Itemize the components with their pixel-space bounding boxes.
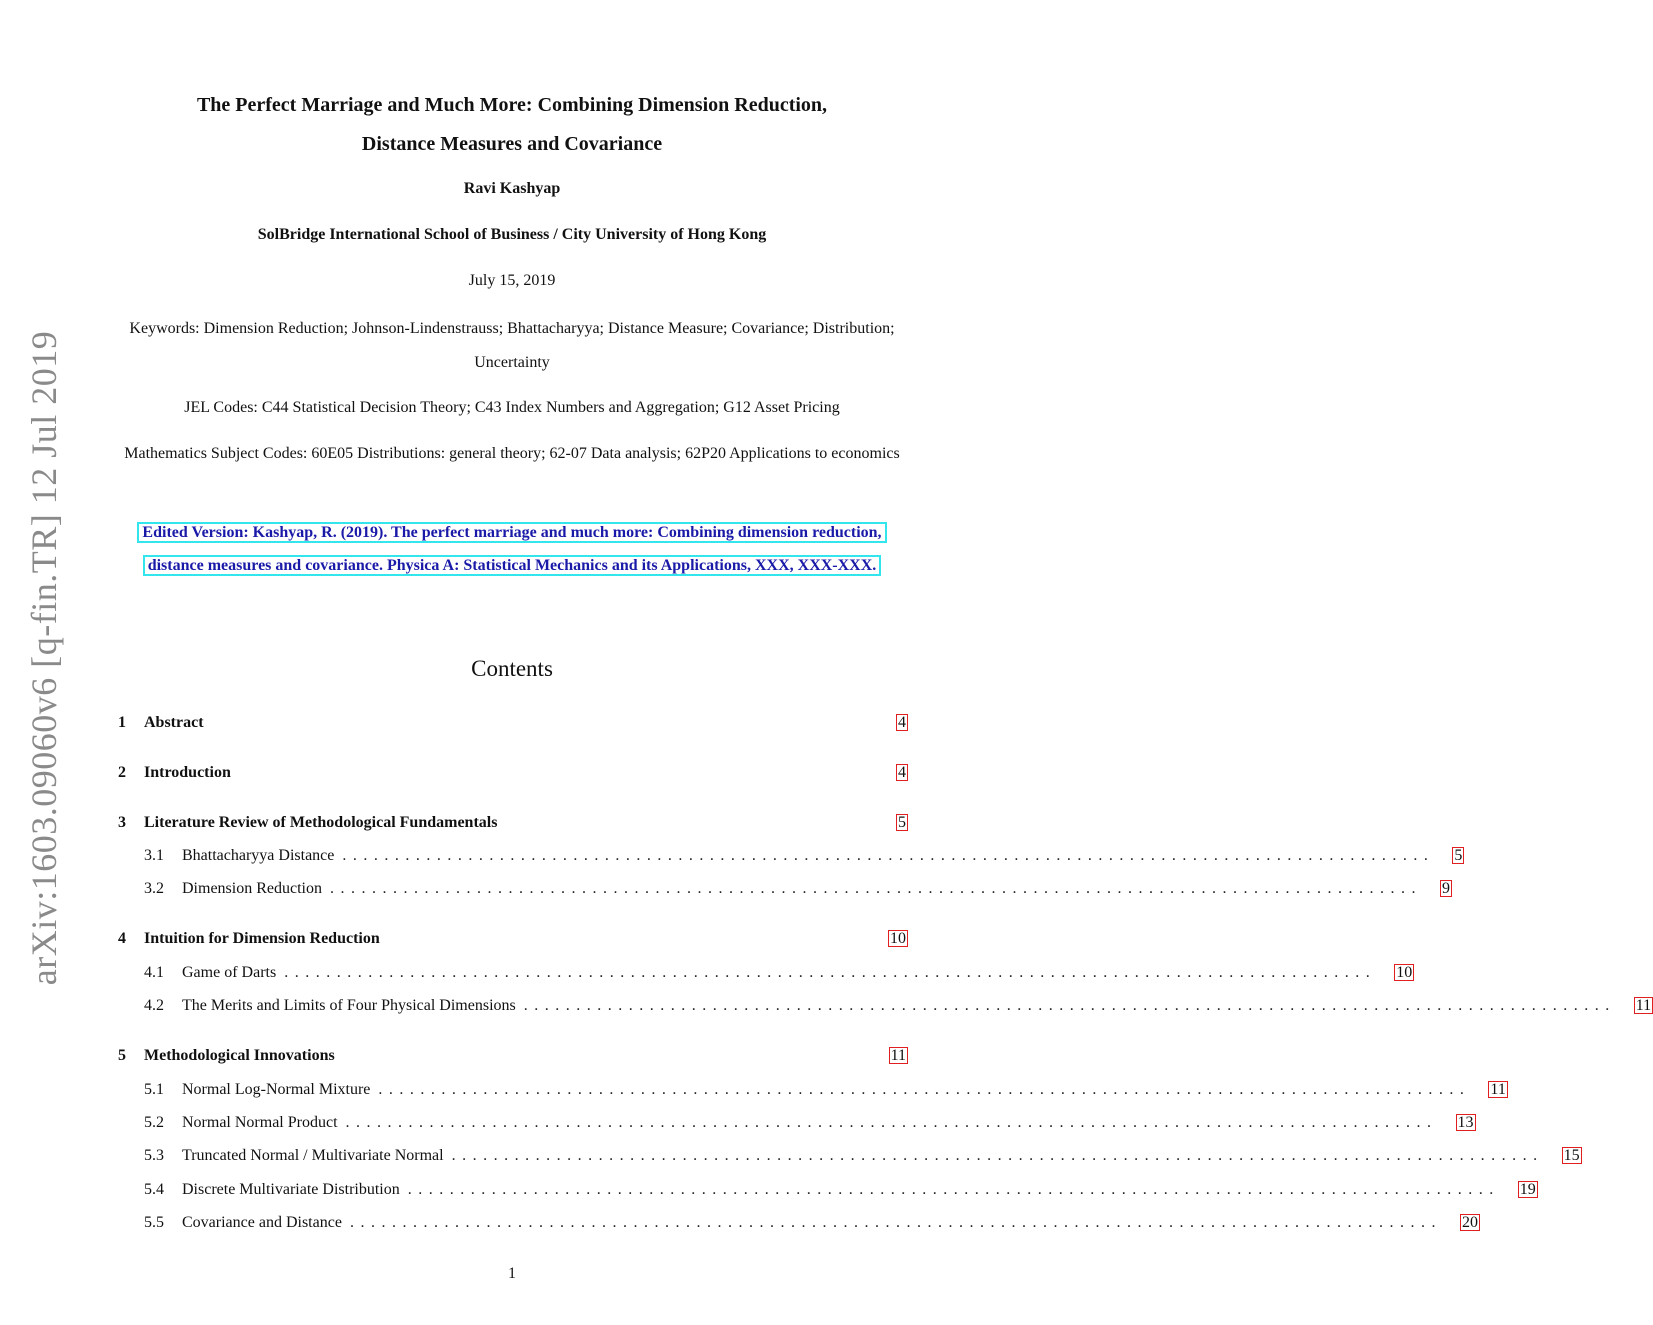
toc-page-link[interactable]: 4 xyxy=(898,714,906,731)
toc-number: 5.4 xyxy=(144,1181,164,1198)
toc-leader-dots: ........................................................................................................ xyxy=(523,997,1616,1014)
toc-page-link[interactable]: 10 xyxy=(1396,964,1413,981)
toc-number: 1 xyxy=(118,714,126,731)
jel-codes: JEL Codes: C44 Statistical Decision Theory; C43 Index Numbers and Aggregation; G12 Asset Pricing xyxy=(184,399,840,416)
toc-section-methodological-innovations[interactable] xyxy=(118,1047,908,1069)
toc-label: Methodological Innovations xyxy=(144,1047,335,1064)
publication-date: July 15, 2019 xyxy=(468,272,556,289)
toc-page-link[interactable]: 11 xyxy=(890,1047,906,1064)
toc-number: 5.1 xyxy=(144,1081,164,1098)
toc-subsection-bhattacharyya[interactable] xyxy=(118,847,1463,869)
toc-page-link[interactable]: 15 xyxy=(1563,1147,1580,1164)
toc-page-link[interactable]: 9 xyxy=(1441,880,1450,897)
toc-page-link[interactable]: 13 xyxy=(1457,1114,1474,1131)
author-affiliation: SolBridge International School of Business / City University of Hong Kong xyxy=(257,226,767,243)
toc-number: 3.2 xyxy=(144,880,164,897)
toc-subsection-covariance-distance[interactable] xyxy=(118,1214,1478,1236)
toc-number: 5.2 xyxy=(144,1114,164,1131)
keywords: Keywords: Dimension Reduction; Johnson-Lindenstrauss; Bhattacharyya; Distance Measure; Covariance; Distribution; Uncertainty xyxy=(129,320,895,371)
toc-subsection-normal-lognormal[interactable] xyxy=(118,1081,1506,1103)
toc-leader-dots: ........................................................................................................ xyxy=(451,1147,1544,1164)
toc-number: 5.3 xyxy=(144,1147,164,1164)
toc-number: 4 xyxy=(118,930,126,947)
toc-leader-dots: ........................................................................................................ xyxy=(342,847,1435,864)
toc-label: Discrete Multivariate Distribution xyxy=(182,1181,400,1198)
toc-leader-dots: ........................................................................................................ xyxy=(284,964,1377,981)
toc-label: Dimension Reduction xyxy=(182,880,322,897)
toc-label: Normal Normal Product xyxy=(182,1114,338,1131)
toc-number: 5 xyxy=(118,1047,126,1064)
toc-number: 2 xyxy=(118,764,126,781)
paper-title xyxy=(100,86,924,164)
toc-subsection-game-of-darts[interactable] xyxy=(118,964,1413,986)
page-number: 1 xyxy=(508,1265,516,1282)
toc-number: 4.1 xyxy=(144,964,164,981)
toc-page-link[interactable]: 10 xyxy=(890,930,906,947)
toc-section-introduction[interactable] xyxy=(118,764,908,786)
toc-page-link[interactable]: 5 xyxy=(1454,847,1463,864)
edited-version-link[interactable] xyxy=(116,516,908,582)
arxiv-identifier: arXiv:1603.09060v6 [q-fin.TR] 12 Jul 2019 xyxy=(24,330,64,986)
toc-page-link[interactable]: 20 xyxy=(1461,1214,1478,1231)
toc-leader-dots: ........................................................................................................ xyxy=(349,1214,1442,1231)
toc-page-link[interactable]: 5 xyxy=(898,814,906,831)
toc-page-link[interactable]: 4 xyxy=(898,764,906,781)
toc-number: 3.1 xyxy=(144,847,164,864)
toc-number: 3 xyxy=(118,814,126,831)
toc-label: Game of Darts xyxy=(182,964,277,981)
toc-leader-dots: ........................................................................................................ xyxy=(329,880,1422,897)
toc-label: Literature Review of Methodological Fundamentals xyxy=(144,814,498,831)
toc-subsection-discrete-multivariate[interactable] xyxy=(118,1181,1536,1203)
toc-label: Covariance and Distance xyxy=(182,1214,342,1231)
toc-label: Intuition for Dimension Reduction xyxy=(144,930,380,947)
toc-label: Abstract xyxy=(144,714,204,731)
toc-subsection-four-dimensions[interactable] xyxy=(118,997,1652,1019)
toc-label: Introduction xyxy=(144,764,231,781)
toc-leader-dots: ........................................................................................................ xyxy=(378,1081,1471,1098)
toc-subsection-normal-product[interactable] xyxy=(118,1114,1474,1136)
math-subject-codes: Mathematics Subject Codes: 60E05 Distributions: general theory; 62-07 Data analysis; 62P20 Applications to economics xyxy=(124,445,900,462)
toc-page-link[interactable]: 19 xyxy=(1519,1181,1536,1198)
toc-number: 4.2 xyxy=(144,997,164,1014)
toc-label: Normal Log-Normal Mixture xyxy=(182,1081,371,1098)
toc-label: The Merits and Limits of Four Physical Dimensions xyxy=(182,997,516,1014)
toc-label: Bhattacharyya Distance xyxy=(182,847,335,864)
author-name: Ravi Kashyap xyxy=(463,180,561,197)
toc-label: Truncated Normal / Multivariate Normal xyxy=(182,1147,444,1164)
toc-leader-dots: ........................................................................................................ xyxy=(345,1114,1438,1131)
toc-section-abstract[interactable] xyxy=(118,714,908,736)
edited-version-text[interactable]: Edited Version: Kashyap, R. (2019). The perfect marriage and much more: Combining dimension reduction, distance measures and covariance. Physica A: Statistical Mechanics and its Applications, XXX, XXX-XXX. xyxy=(137,522,886,576)
toc-leader-dots: ........................................................................................................ xyxy=(407,1181,1500,1198)
contents-heading: Contents xyxy=(471,656,553,681)
toc-page-link[interactable]: 11 xyxy=(1490,1081,1506,1098)
title-line-2: Distance Measures and Covariance xyxy=(361,133,663,155)
toc-page-link[interactable]: 11 xyxy=(1635,997,1652,1014)
toc-section-literature-review[interactable] xyxy=(118,814,908,836)
title-line-1: The Perfect Marriage and Much More: Combining Dimension Reduction, xyxy=(196,94,828,116)
toc-number: 5.5 xyxy=(144,1214,164,1231)
toc-subsection-dimension-reduction[interactable] xyxy=(118,880,1450,902)
toc-subsection-truncated-normal[interactable] xyxy=(118,1147,1580,1169)
toc-section-intuition[interactable] xyxy=(118,930,908,952)
